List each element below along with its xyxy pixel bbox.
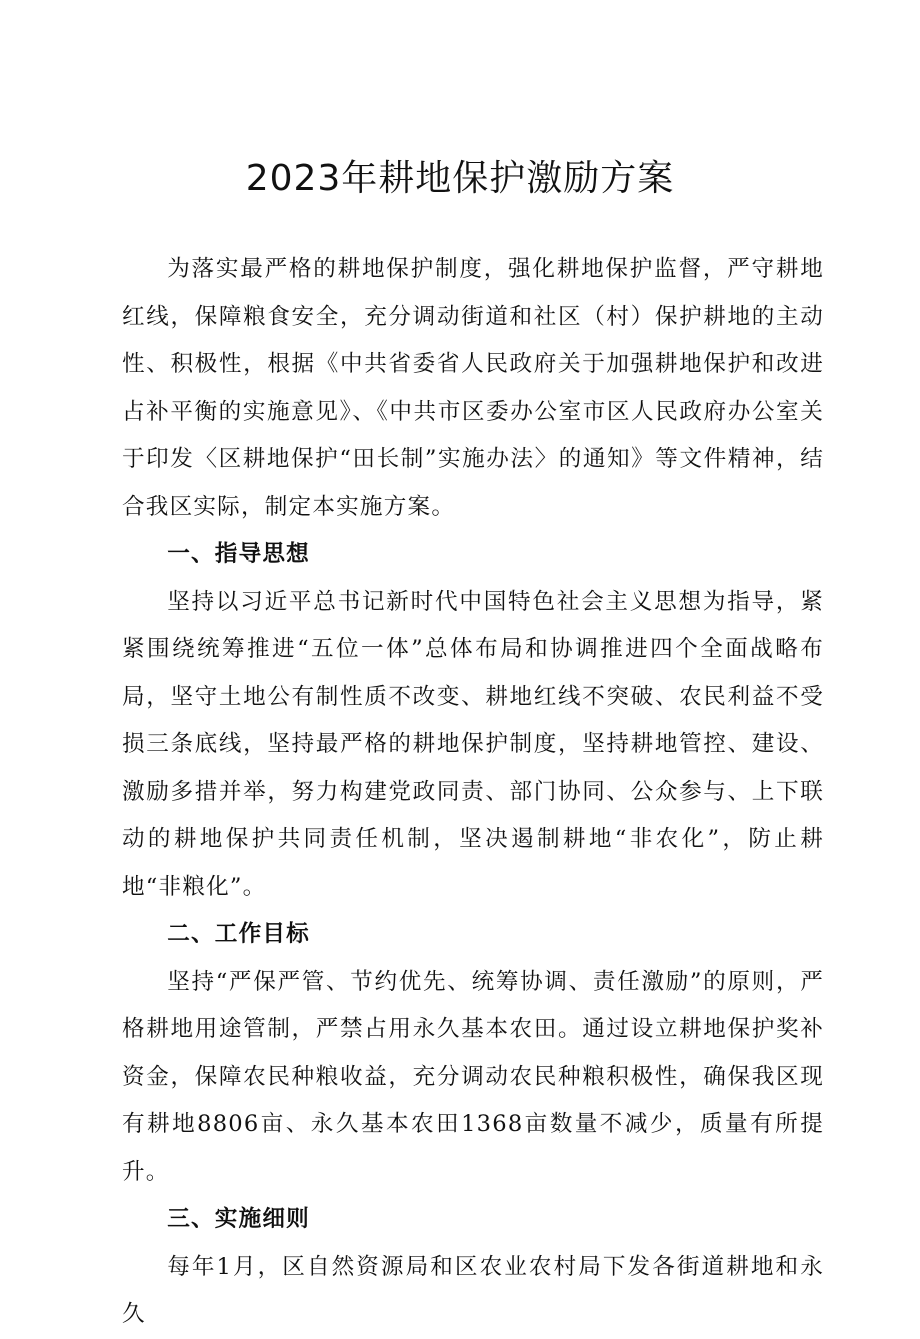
section-heading: 三、实施细则 xyxy=(167,1206,310,1232)
section-paragraph: 坚持“严保严管、节约优先、统筹协调、责任激励”的原则，严格耕地用途管制，严禁占用永久基本农田。通过设立耕地保护奖补资金，保障农民种粮收益，充分调动农民种粮积极性，确保我区现有耕地8806亩、永久基本农田1368亩数量不减少，质量有所提升。 xyxy=(122,968,824,1185)
document-title: 2023年耕地保护激励方案 xyxy=(245,158,675,199)
document-body xyxy=(122,246,824,1339)
section-heading: 一、指导思想 xyxy=(167,541,310,567)
section-paragraph: 每年1月，区自然资源局和区农业农村局下发各街道耕地和永久 xyxy=(122,1253,824,1327)
section-heading: 二、工作目标 xyxy=(167,921,310,947)
section-paragraph: 坚持以习近平总书记新时代中国特色社会主义思想为指导，紧紧围绕统筹推进“五位一体”总体布局和协调推进四个全面战略布局，坚守土地公有制性质不改变、耕地红线不突破、农民利益不受损三条底线，坚持最严格的耕地保护制度，坚持耕地管控、建设、激励多措并举，努力构建党政同责、部门协同、公众参与、上下联动的耕地保护共同责任机制，坚决遏制耕地“非农化”，防止耕地“非粮化”。 xyxy=(122,588,824,900)
intro-paragraph: 为落实最严格的耕地保护制度，强化耕地保护监督，严守耕地红线，保障粮食安全，充分调动街道和社区（村）保护耕地的主动性、积极性，根据《中共省委省人民政府关于加强耕地保护和改进占补平衡的实施意见》、《中共市区委办公室市区人民政府办公室关于印发〈区耕地保护“田长制”实施办法〉的通知》等文件精神，结合我区实际，制定本实施方案。 xyxy=(122,256,824,520)
